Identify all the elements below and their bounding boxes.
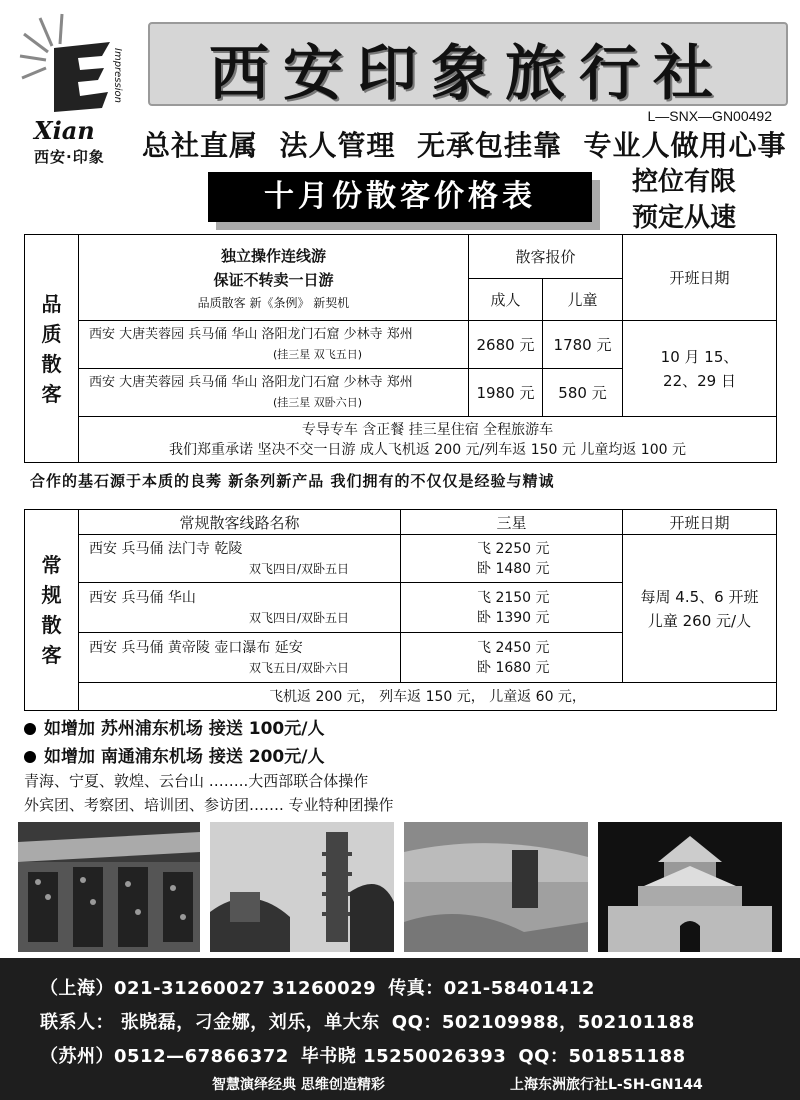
- date-header: 开班日期: [623, 510, 777, 535]
- table-row: 西安 大唐芙蓉园 兵马俑 华山 洛阳龙门石窟 少林寺 郑州 (挂三星 双飞五日): [79, 321, 469, 369]
- price-title-banner: [208, 172, 592, 222]
- side-label-regular: 常 规 散 客: [25, 510, 79, 711]
- terracotta-warriors-photo: [18, 822, 200, 952]
- adult-price: 2680 元: [469, 321, 543, 369]
- route-header: 常规散客线路名称: [79, 510, 401, 535]
- slogan-part: 法人管理: [279, 129, 396, 162]
- logo-vertical-text: Impression: [112, 48, 123, 103]
- limited-line: 控位有限: [632, 167, 737, 197]
- price-cell: 飞 2450 元 卧 1680 元: [401, 633, 623, 683]
- pagoda-photo: [210, 822, 394, 952]
- table-row: 西安 兵马俑 华山 双飞四日/双卧五日: [79, 583, 401, 633]
- start-dates: 10 月 15、 22、29 日: [623, 321, 777, 417]
- price-cell: 飞 2150 元 卧 1390 元: [401, 583, 623, 633]
- adult-price: 1980 元: [469, 369, 543, 417]
- date-header: 开班日期: [623, 235, 777, 321]
- bullet-icon: [24, 751, 36, 763]
- slogan-part: 总社直属: [142, 129, 259, 162]
- suzhou-contact: （苏州）0512—67866372 毕书晓 15250026393 QQ：501851188: [40, 1046, 686, 1067]
- hukou-waterfall-photo: [404, 822, 588, 952]
- price-header: 三星: [401, 510, 623, 535]
- start-dates: 每周 4.5、6 开班 儿童 260 元/人: [623, 535, 777, 683]
- info-line: 外宾团、考察团、培训团、参访团……. 专业特种团操作: [24, 796, 394, 814]
- side-label-quality: 品 质 散 客: [25, 235, 79, 463]
- child-price: 1780 元: [543, 321, 623, 369]
- bell-tower-photo: [598, 822, 782, 952]
- license-number: L—SNX—GN00492: [647, 108, 772, 124]
- logo-chinese: 西安·印象: [34, 148, 105, 166]
- sun-logo-icon: [18, 12, 118, 122]
- table-row: 西安 大唐芙蓉园 兵马俑 华山 洛阳龙门石窟 少林寺 郑州 (挂三星 双卧六日): [79, 369, 469, 417]
- price-cell: 飞 2250 元 卧 1480 元: [401, 535, 623, 583]
- child-price: 580 元: [543, 369, 623, 417]
- price-header: 散客报价: [469, 235, 623, 279]
- table-extra-notes: 专导专车 含正餐 挂三星住宿 全程旅游车 我们郑重承诺 坚决不交一日游 成人飞机返 200 元/列车返 150 元 儿童均返 100 元: [79, 417, 777, 463]
- table-row: 西安 兵马俑 黄帝陵 壶口瀑布 延安 双飞五日/双卧六日: [79, 633, 401, 683]
- table-row: 西安 兵马俑 法门寺 乾陵 双飞四日/双卧五日: [79, 535, 401, 583]
- regular-tour-table: [24, 509, 777, 711]
- slogan-part: 无承包挂靠: [417, 129, 563, 162]
- table-header-route: 独立操作连线游 保证不转卖一日游 品质散客 新《条例》 新契机: [79, 235, 469, 321]
- bullet-icon: [24, 723, 36, 735]
- contact-footer: [0, 958, 800, 1100]
- adult-header: 成人: [469, 279, 543, 321]
- table-footer-notes: 飞机返 200 元， 列车返 150 元， 儿童返 60 元，: [79, 683, 777, 711]
- shanghai-contact: （上海）021-31260027 31260029 传真：021-58401412: [40, 978, 595, 999]
- price-title: 十月份散客价格表: [264, 179, 536, 214]
- info-line: 青海、宁夏、敦煌、云台山 ……..大西部联合体操作: [24, 772, 369, 790]
- company-logo: [18, 12, 130, 166]
- limited-line: 预定从速: [632, 203, 737, 233]
- slogan-part: 专业人做用心事: [583, 129, 787, 162]
- logo-latin: Xian: [34, 116, 95, 145]
- cooperation-slogan: 合作的基石源于本质的良莠 新条列新产品 我们拥有的不仅仅是经验与精诚: [30, 472, 555, 490]
- list-item: 如增加 苏州浦东机场 接送 100元/人: [24, 714, 324, 739]
- quality-tour-table: [24, 234, 777, 463]
- footer-motto: 智慧演绎经典 思维创造精彩: [212, 1077, 385, 1093]
- footer-agency: 上海东洲旅行社L-SH-GN144: [510, 1077, 703, 1093]
- company-title: 西安印象旅行社: [209, 39, 727, 109]
- slogan: [142, 124, 787, 164]
- child-header: 儿童: [543, 279, 623, 321]
- contact-persons: 联系人： 张晓磊，刁金娜，刘乐，单大东 QQ：502109988，502101188: [40, 1012, 695, 1033]
- limited-notice: [632, 164, 736, 236]
- list-item: 如增加 南通浦东机场 接送 200元/人: [24, 742, 324, 767]
